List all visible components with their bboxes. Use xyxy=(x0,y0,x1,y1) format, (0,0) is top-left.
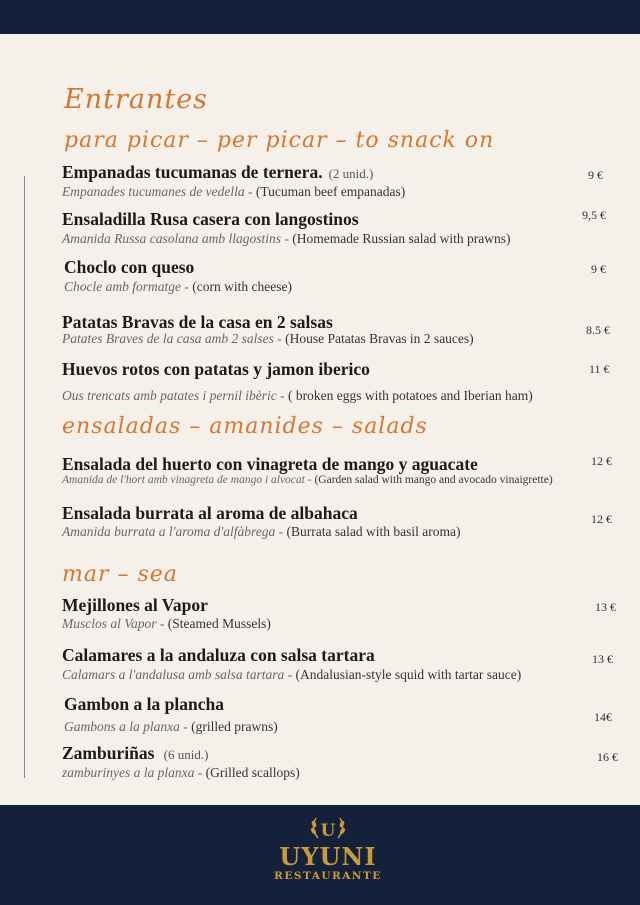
section-subtitle-snack: para picar – per picar – to snack on xyxy=(64,128,495,153)
item-desc-catalan: zamburinyes a la planxa - xyxy=(62,765,203,780)
menu-item-price: 9 € xyxy=(588,168,603,182)
menu-item-desc xyxy=(62,474,553,486)
item-desc-catalan: Amanida de l'hort amb vinagreta de mango i alvocat - xyxy=(62,474,312,486)
item-desc-english: (Andalusian-style squid with tartar sauce) xyxy=(292,667,522,682)
item-desc-english: ( broken eggs with potatoes and Iberian ham) xyxy=(284,388,533,403)
menu-item-name xyxy=(62,645,375,666)
menu-item-price: 9 € xyxy=(591,262,606,276)
menu-item-price: 12 € xyxy=(591,512,612,526)
item-desc-catalan: Ous trencats amb patates i pernil ibèric - xyxy=(62,388,285,403)
menu-item-name xyxy=(62,312,333,333)
item-title: Patatas Bravas de la casa en 2 salsas xyxy=(62,312,333,332)
menu-item-price: 16 € xyxy=(597,750,618,764)
item-desc-catalan: Musclos al Vapor - xyxy=(62,616,165,631)
menu-item-name xyxy=(62,209,359,230)
menu-item-name xyxy=(64,694,224,715)
menu-item-price: 8.5 € xyxy=(586,323,610,337)
menu-item-desc xyxy=(62,331,474,347)
menu-item-price: 13 € xyxy=(595,600,616,614)
menu-item-desc xyxy=(64,279,292,295)
item-desc-catalan: Calamars a l'andalusa amb salsa tartara - xyxy=(62,667,293,682)
item-desc-catalan: Gambons a la planxa - xyxy=(64,719,188,734)
item-qty: (2 unid.) xyxy=(328,166,374,181)
menu-item-desc xyxy=(64,719,278,735)
item-desc-english: (Grilled scallops) xyxy=(202,765,300,780)
menu-item-desc xyxy=(62,184,405,200)
item-desc-catalan: Empanades tucumanes de vedella - xyxy=(62,184,253,199)
menu-item-desc xyxy=(62,667,521,683)
item-desc-english: (Burrata salad with basil aroma) xyxy=(283,524,461,539)
logo-subtitle: RESTAURANTE xyxy=(274,870,382,882)
menu-item-price: 9,5 € xyxy=(582,208,606,222)
menu-item-name xyxy=(62,503,358,524)
logo-emblem-letter: U xyxy=(320,821,336,841)
item-desc-english: (Tucuman beef empanadas) xyxy=(252,184,406,199)
menu-item-desc xyxy=(62,765,300,781)
item-desc-catalan: Patates Braves de la casa amb 2 salses - xyxy=(62,331,282,346)
menu-item-desc xyxy=(62,388,533,404)
section-title-entrantes: Entrantes xyxy=(64,84,209,115)
menu-item-name xyxy=(62,359,370,380)
item-title: Calamares a la andaluza con salsa tartara xyxy=(62,645,375,665)
menu-item-desc xyxy=(62,524,460,540)
menu-item-price: 11 € xyxy=(589,362,610,376)
menu-item-desc xyxy=(62,616,271,632)
item-desc-catalan: Amanida Russa casolana amb llagostins - xyxy=(62,231,289,246)
item-title: Ensalada del huerto con vinagreta de mango y aguacate xyxy=(62,454,478,474)
item-desc-english: (Homemade Russian salad with prawns) xyxy=(288,231,511,246)
logo-wordmark: UYUNI xyxy=(279,842,377,871)
menu-item-price: 13 € xyxy=(592,652,613,666)
laurel-emblem-icon xyxy=(308,814,348,842)
top-bar xyxy=(0,0,640,34)
item-title: Mejillones al Vapor xyxy=(62,595,208,615)
menu-item-name xyxy=(64,257,194,278)
item-desc-english: (Steamed Mussels) xyxy=(164,616,271,631)
item-desc-catalan: Chocle amb formatge - xyxy=(64,279,189,294)
item-title: Zamburiñas xyxy=(62,743,155,763)
item-desc-english: (grilled prawns) xyxy=(187,719,278,734)
item-desc-english: (Garden salad with mango and avocado vinaigrette) xyxy=(311,474,553,486)
menu-item-name xyxy=(62,595,208,616)
item-desc-english: (House Patatas Bravas in 2 sauces) xyxy=(281,331,474,346)
menu-item-price: 14€ xyxy=(594,710,612,724)
menu-item-desc xyxy=(62,231,510,247)
item-qty: (6 unid.) xyxy=(160,747,209,762)
item-title: Empanadas tucumanas de ternera. xyxy=(62,162,323,182)
item-title: Ensalada burrata al aroma de albahaca xyxy=(62,503,358,523)
menu-item-name xyxy=(62,743,208,764)
item-title: Huevos rotos con patatas y jamon iberico xyxy=(62,359,370,379)
menu-item-name xyxy=(62,162,373,183)
item-title: Gambon a la plancha xyxy=(64,694,224,714)
section-title-mar: mar – sea xyxy=(62,562,178,587)
item-title: Ensaladilla Rusa casera con langostinos xyxy=(62,209,359,229)
item-desc-catalan: Amanida burrata a l'aroma d'alfàbrega - xyxy=(62,524,284,539)
item-desc-english: (corn with cheese) xyxy=(188,279,292,294)
restaurant-logo xyxy=(274,812,382,886)
menu-item-price: 12 € xyxy=(591,454,612,468)
menu-item-name xyxy=(62,454,478,475)
section-title-ensaladas: ensaladas – amanides – salads xyxy=(62,414,428,439)
vertical-divider-line xyxy=(24,176,25,778)
item-title: Choclo con queso xyxy=(64,257,195,277)
